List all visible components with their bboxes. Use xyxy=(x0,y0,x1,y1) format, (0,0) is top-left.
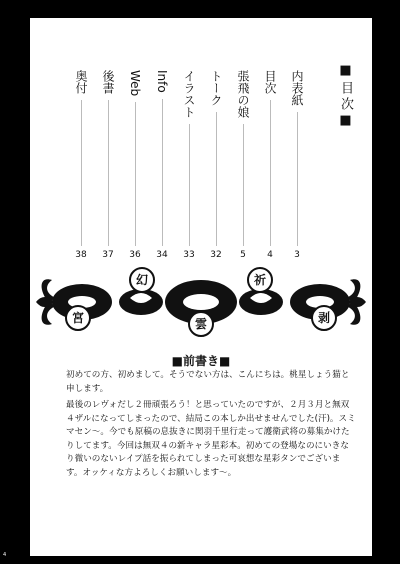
toc-entry xyxy=(126,70,144,260)
toc-entry-page: 37 xyxy=(102,250,114,260)
preface-body xyxy=(66,369,356,483)
toc-leader-line xyxy=(81,100,82,246)
preface-paragraph: 最後のレヴォだし２冊頑張ろう！と思っていたのですが、２月３月と無双４ザルになってしまったので、結局この本しか出せませんでした(汗)。スミマセン〜。今でも原稿の息抜きに関羽千里行走って護衛武将の募集かけたりしてます。今回は無双４の新キャラ星彩本。初めての登場なのにいきなり微いのないレイプ話を振られてしまった可哀想な星彩タンでございます。オッケィな方よろしくお願いします〜。 xyxy=(66,400,356,478)
seal-char-3: 雲 xyxy=(194,317,208,331)
toc-entry xyxy=(234,70,252,260)
toc-heading: ■目次■ xyxy=(338,63,353,131)
toc-leader-line xyxy=(297,112,298,246)
toc-entry-label: 張飛の娘 xyxy=(236,70,250,118)
toc-entry-label: 目次 xyxy=(263,70,277,94)
toc-entry-page: 4 xyxy=(267,250,273,260)
toc-entry xyxy=(99,70,117,260)
toc-entry-page: 32 xyxy=(210,250,222,260)
toc-entry xyxy=(288,70,306,260)
toc-entry-page: 36 xyxy=(129,250,141,260)
seal-char-4: 祈 xyxy=(253,273,267,287)
toc-leader-line xyxy=(243,124,244,246)
toc-leader-line xyxy=(189,124,190,246)
toc-entry-label: Info xyxy=(155,70,169,93)
preface-title: ■前書き■ xyxy=(171,354,231,368)
toc-entry-label: Web xyxy=(128,70,142,97)
toc-entry xyxy=(261,70,279,260)
toc-leader-line xyxy=(135,102,136,246)
toc-entry-page: 5 xyxy=(240,250,246,260)
toc-entry-label: トーク xyxy=(209,70,223,106)
toc-entry xyxy=(72,70,90,260)
toc-entry-label: 内表紙 xyxy=(290,70,304,106)
toc-entry-label: 後書 xyxy=(101,70,115,94)
toc-entry-page: 38 xyxy=(75,250,87,260)
toc-entry-page: 34 xyxy=(156,250,168,260)
toc-entry-page: 33 xyxy=(183,250,195,260)
toc-entry xyxy=(180,70,198,260)
seal-char-1: 宮 xyxy=(71,311,85,325)
toc-entry xyxy=(207,70,225,260)
toc-entry-page: 3 xyxy=(294,250,300,260)
toc-entry-label: イラスト xyxy=(182,70,196,118)
toc-leader-line xyxy=(162,99,163,246)
decorative-ornament-band xyxy=(34,258,368,343)
seal-char-5: 剥 xyxy=(317,311,331,325)
page-number: 4 xyxy=(3,552,7,558)
book-page xyxy=(30,18,372,556)
toc-leader-line xyxy=(108,100,109,246)
toc-leader-line xyxy=(216,112,217,246)
toc-entry xyxy=(153,70,171,260)
toc-entry-label: 奥付 xyxy=(74,70,88,94)
toc-leader-line xyxy=(270,100,271,246)
seal-char-2: 幻 xyxy=(135,273,149,287)
preface-paragraph: 初めての方、初めまして。そうでない方は、こんにちは。桃星しょう猫と申します。 xyxy=(66,370,350,394)
